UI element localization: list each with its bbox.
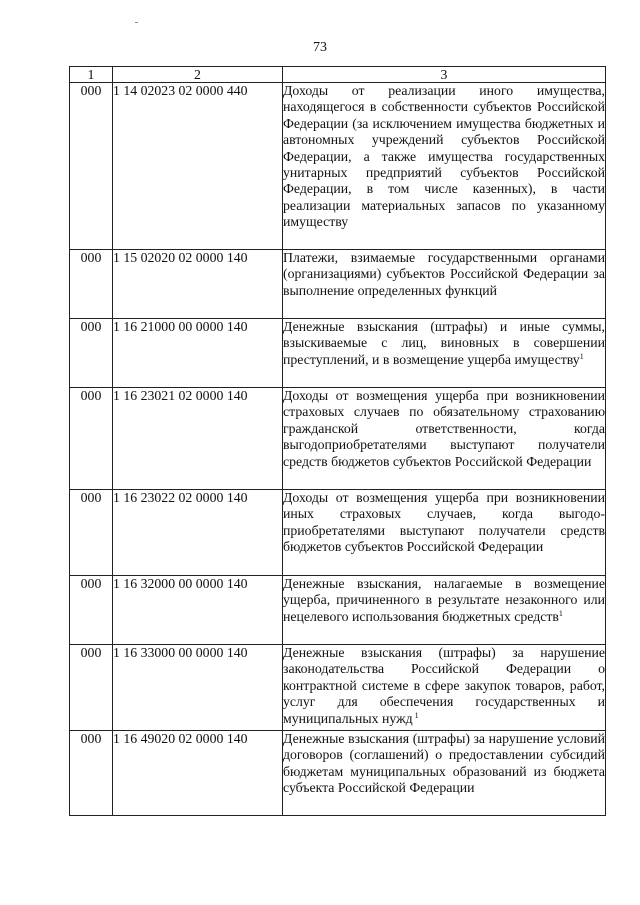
table-row [70, 731, 606, 816]
footnote-marker: 1 [579, 351, 584, 361]
classification-code-cell: 1 14 02023 02 0000 440 [113, 83, 283, 250]
scan-speck [135, 22, 138, 23]
column-header-2: 2 [113, 67, 283, 83]
admin-code-cell: 000 [70, 388, 113, 490]
table-row [70, 645, 606, 731]
budget-classification-table [69, 66, 606, 816]
description-text: Доходы от реализации иного имущества, находящегося в собственности субъектов Российской Федерации (за исключением имущества бюджетных и автономных учреждений субъектов Российской Федерации, а также имущества государственных унитарных предприятий субъектов Российской Федерации, в том числе казенных), в части реализации материальных запасов по указанному имуществу [283, 83, 605, 230]
description-cell [283, 319, 606, 388]
table-row [70, 490, 606, 576]
admin-code-cell: 000 [70, 319, 113, 388]
description-cell [283, 645, 606, 731]
description-text: Платежи, взимаемые государственными органами (организациями) субъектов Российской Федерации за выполнение определенных функций [283, 250, 605, 298]
table-header-row [70, 67, 606, 83]
classification-code-cell: 1 16 21000 00 0000 140 [113, 319, 283, 388]
footnote-marker: 1 [412, 710, 419, 720]
table-row [70, 83, 606, 250]
description-cell [283, 388, 606, 490]
admin-code-cell: 000 [70, 576, 113, 645]
page-number: 73 [313, 40, 327, 55]
description-text: Денежные взыскания (штрафы) и иные суммы, взыскиваемые с лиц, виновных в совершении преступлений, и в возмещение ущерба имуществу [283, 319, 605, 367]
table-row [70, 576, 606, 645]
column-header-1: 1 [70, 67, 113, 83]
admin-code-cell: 000 [70, 731, 113, 816]
admin-code-cell: 000 [70, 490, 113, 576]
description-text: Доходы от возмещения ущерба при возникновении иных страховых случаев, когда выгодоприобретателями выступают получатели средств бюджетов субъектов Российской Федерации [283, 490, 605, 555]
description-cell [283, 250, 606, 319]
table-row [70, 319, 606, 388]
admin-code-cell: 000 [70, 645, 113, 731]
description-text: Денежные взыскания (штрафы) за нарушение условий договоров (соглашений) о предоставлении субсидий бюджетам муниципальных образований из бюджета субъекта Российской Федерации [283, 731, 605, 796]
column-header-3: 3 [283, 67, 606, 83]
description-cell [283, 576, 606, 645]
admin-code-cell: 000 [70, 83, 113, 250]
classification-code-cell: 1 15 02020 02 0000 140 [113, 250, 283, 319]
description-cell [283, 731, 606, 816]
table-row [70, 388, 606, 490]
description-cell [283, 490, 606, 576]
admin-code-cell: 000 [70, 250, 113, 319]
classification-code-cell: 1 16 23022 02 0000 140 [113, 490, 283, 576]
description-text: Денежные взыскания, налагаемые в возмещение ущерба, причиненного в результате незаконного или нецелевого использования бюджетных средств [283, 576, 605, 624]
table-row [70, 250, 606, 319]
description-text: Денежные взыскания (штрафы) за нарушение законодательства Российской Федерации о контрактной системе в сфере закупок товаров, работ, услуг для обеспечения государственных и муниципальных нужд [283, 645, 605, 726]
description-text: Доходы от возмещения ущерба при возникновении страховых случаев по обязательному страхованию гражданской ответственности, когда выгодоприобретателями выступают получатели средств бюджетов субъектов Российской Федерации [283, 388, 605, 469]
footnote-marker: 1 [558, 608, 563, 618]
classification-code-cell: 1 16 49020 02 0000 140 [113, 731, 283, 816]
classification-code-cell: 1 16 32000 00 0000 140 [113, 576, 283, 645]
classification-code-cell: 1 16 33000 00 0000 140 [113, 645, 283, 731]
classification-code-cell: 1 16 23021 02 0000 140 [113, 388, 283, 490]
description-cell [283, 83, 606, 250]
